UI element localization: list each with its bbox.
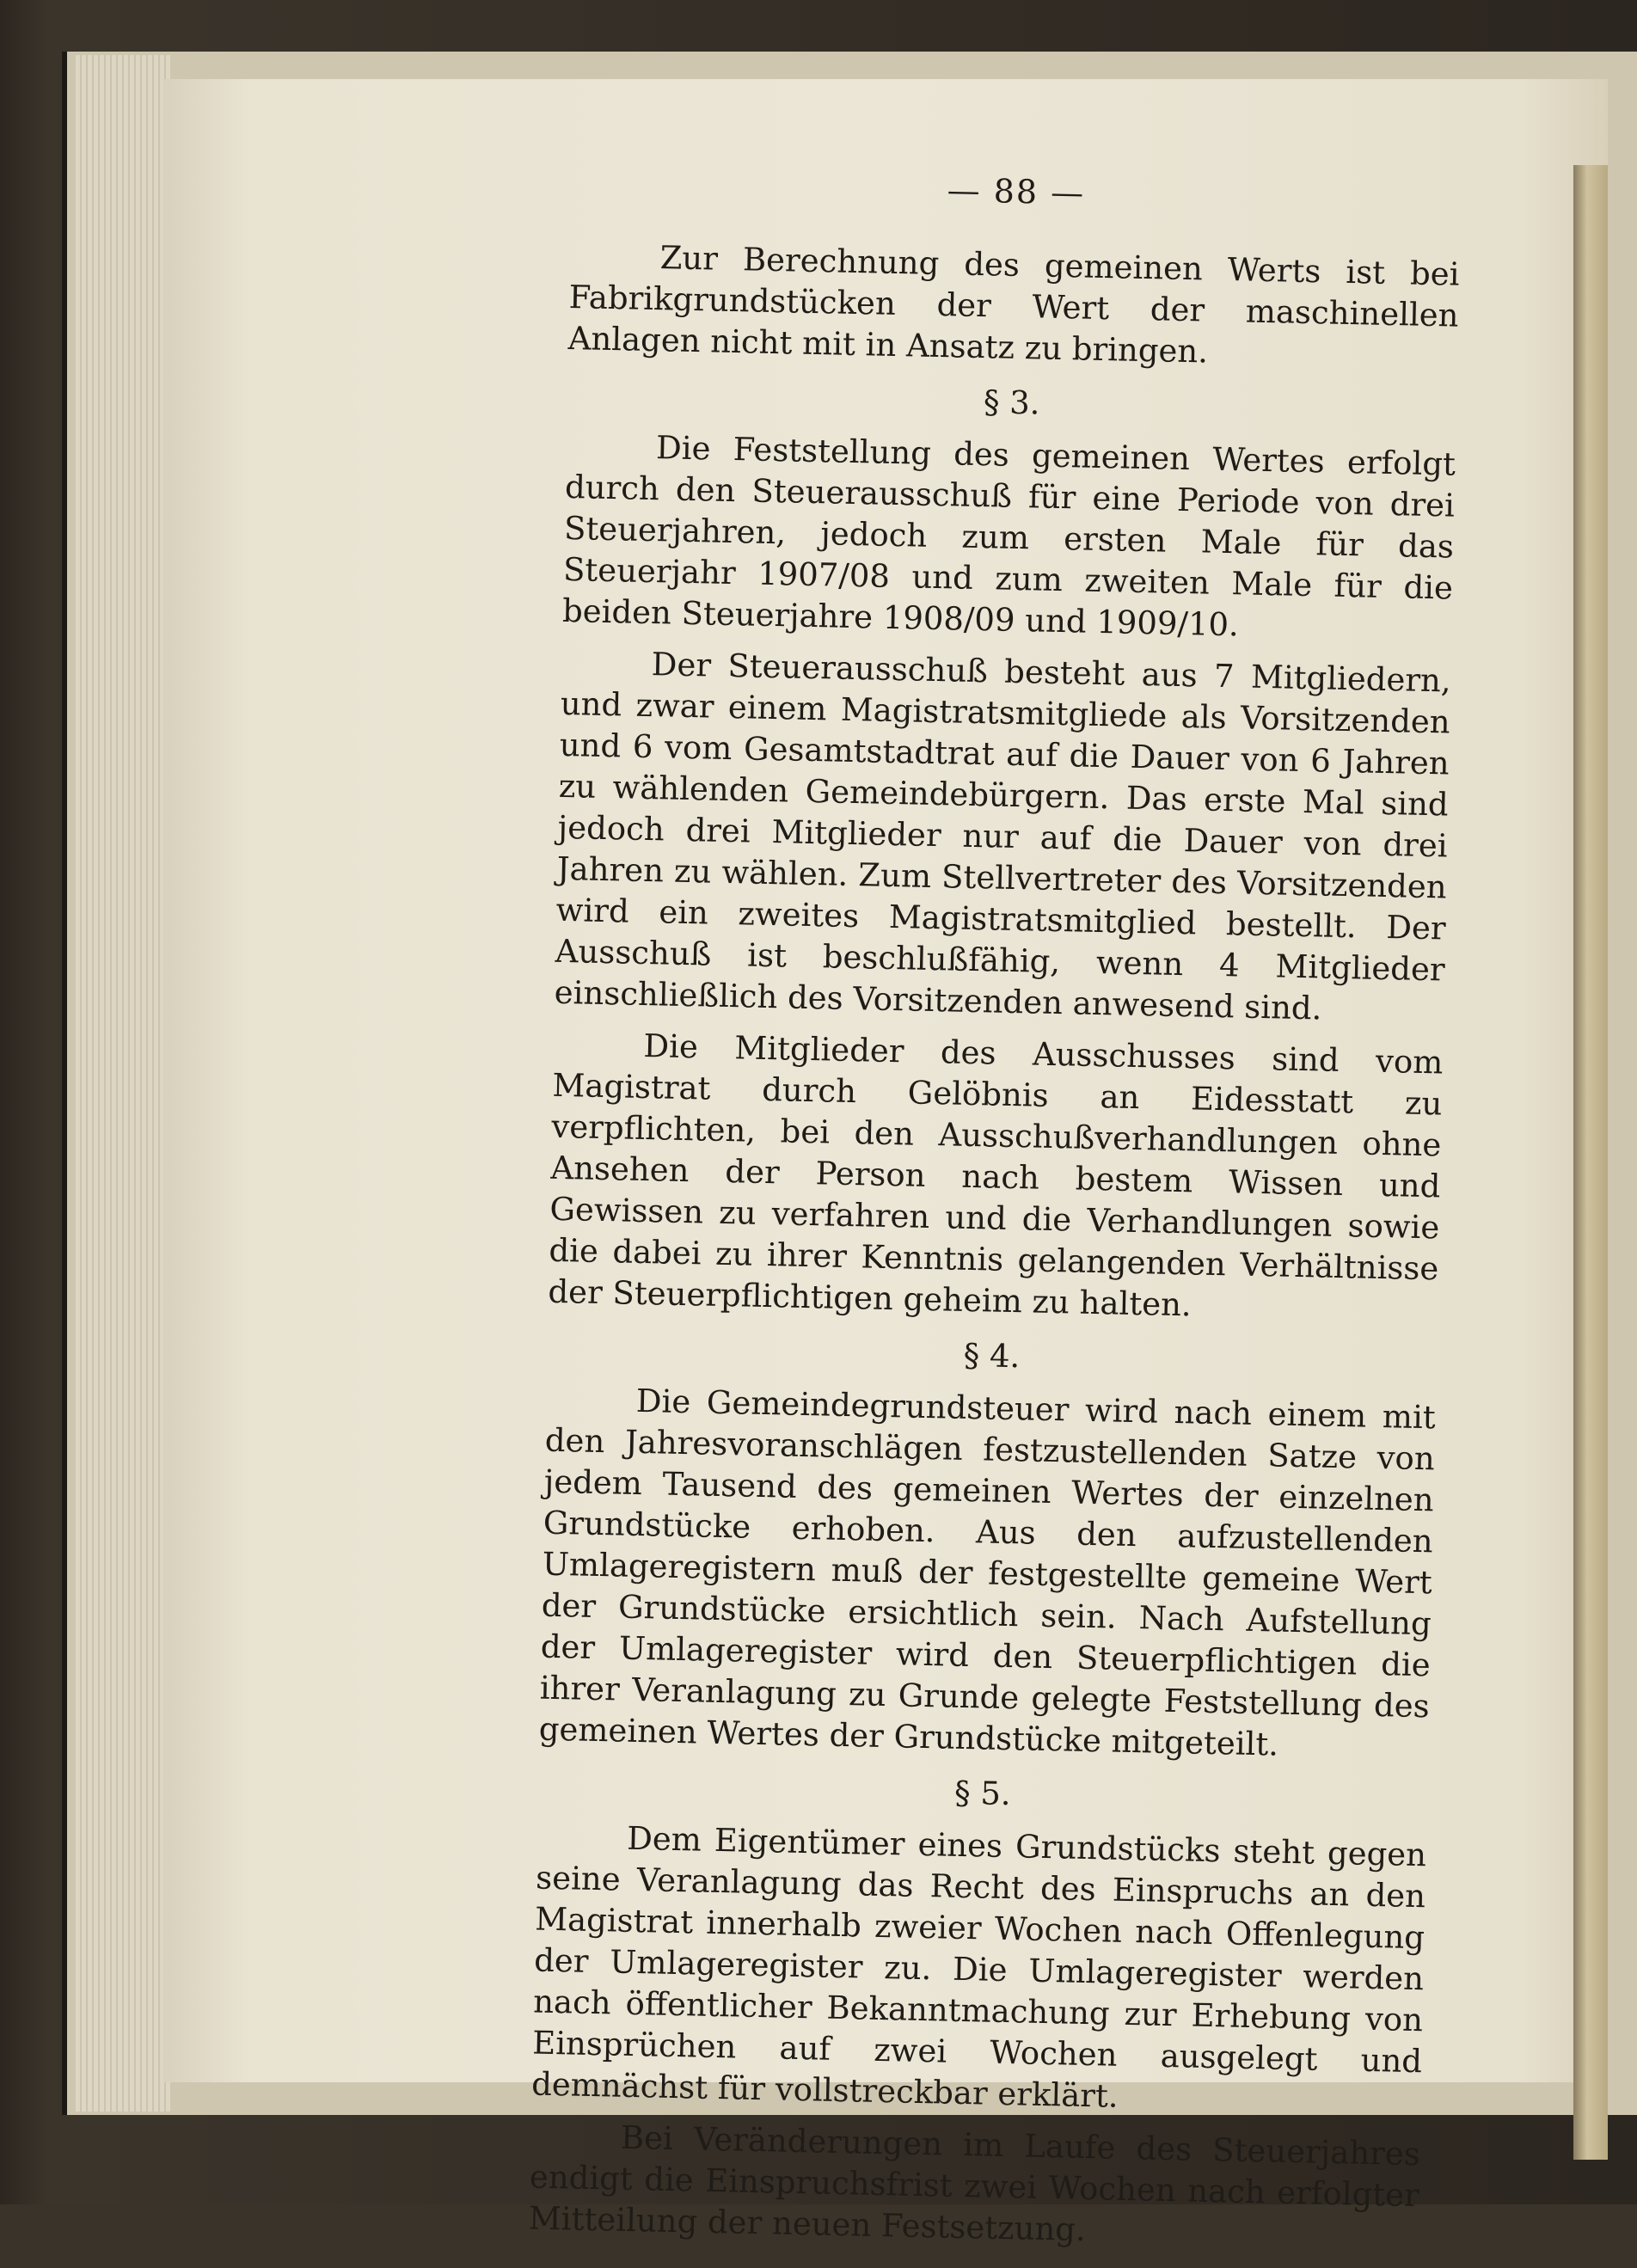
section-heading-5: § 5.: [953, 1774, 1012, 1813]
paragraph: Die Gemeindegrundsteuer wird nach einem mit den Jahresvoranschlägen festzustellenden Satze von jedem Tausend des gemeinen Wertes der einzelnen Grundstücke erhoben. Aus den aufzustellenden Umlageregistern muß der festgestellte gemeine Wert der Grundstücke ersichtlich sein. Nach Aufstellung der Umlageregister wird den Steuerpflichtigen die ihrer Veranlagung zu Grunde gelegte Feststellung des gemeinen Wertes der Grundstücke mitgeteilt.: [538, 1382, 1437, 1763]
paragraph-intro: Zur Berechnung des gemeinen Werts ist bei Fabrikgrundstücken der Wert der maschinellen Anlagen nicht mit in Ansatz zu bringen.: [567, 239, 1460, 371]
text-block: [528, 163, 1462, 2268]
paragraph: Dem Eigentümer eines Grundstücks steht gegen seine Veranlagung das Recht des Einspruchs an den Magistrat innerhalb zweier Wochen nach Offenlegung der Umlageregister zu. Die Umlageregister werden nach öffentlicher Bekanntmachung zur Erhebung von Einsprüchen auf zwei Wochen ausgelegt und demnächst für vollstreckbar erklärt.: [530, 1819, 1427, 2115]
paragraph: Die Feststellung des gemeinen Wertes erfolgt durch den Steuerausschuß für eine Periode von drei Steuerjahren, jedoch zum ersten Male für das Steuerjahr 1907/08 und zum zweiten Male für die beiden Steuerjahre 1908/09 und 1909/10.: [561, 429, 1456, 644]
page-right-edge: [1573, 165, 1608, 2160]
paragraph: Bei Veränderungen im Laufe des Steuerjahres endigt die Einspruchsfrist zwei Wochen nach erfolgter Mitteilung der neuen Festsetzung.: [528, 2118, 1421, 2249]
section-heading-4: § 4.: [963, 1336, 1021, 1376]
page-number: — 88 —: [947, 171, 1086, 212]
paragraph: Der Steuerausschuß besteht aus 7 Mitgliedern, und zwar einem Magistratsmitgliede als Vorsitzenden und 6 vom Gesamtstadtrat auf die Dauer von 6 Jahren zu wählenden Gemeindebürgern. Das erste Mal sind jedoch drei Mitglieder nur auf die Dauer von drei Jahren zu wählen. Zum Stellvertreter des Vorsitzenden wird ein zweites Magistratsmitglied bestellt. Der Ausschuß ist beschlußfähig, wenn 4 Mitglieder einschließlich des Vorsitzenden anwesend sind.: [554, 646, 1452, 1027]
section-heading-3: § 3.: [983, 383, 1041, 422]
paragraph: Die Mitglieder des Ausschusses sind vom Magistrat durch Gelöbnis an Eidesstatt zu verpflichten, bei den Ausschußverhandlungen ohne Ansehen der Person nach bestem Wissen und Gewissen zu verfahren und die Verhandlungen sowie die dabei zu ihrer Kenntnis gelangenden Verhältnisse der Steuerpflichtigen geheim zu halten.: [548, 1027, 1444, 1324]
